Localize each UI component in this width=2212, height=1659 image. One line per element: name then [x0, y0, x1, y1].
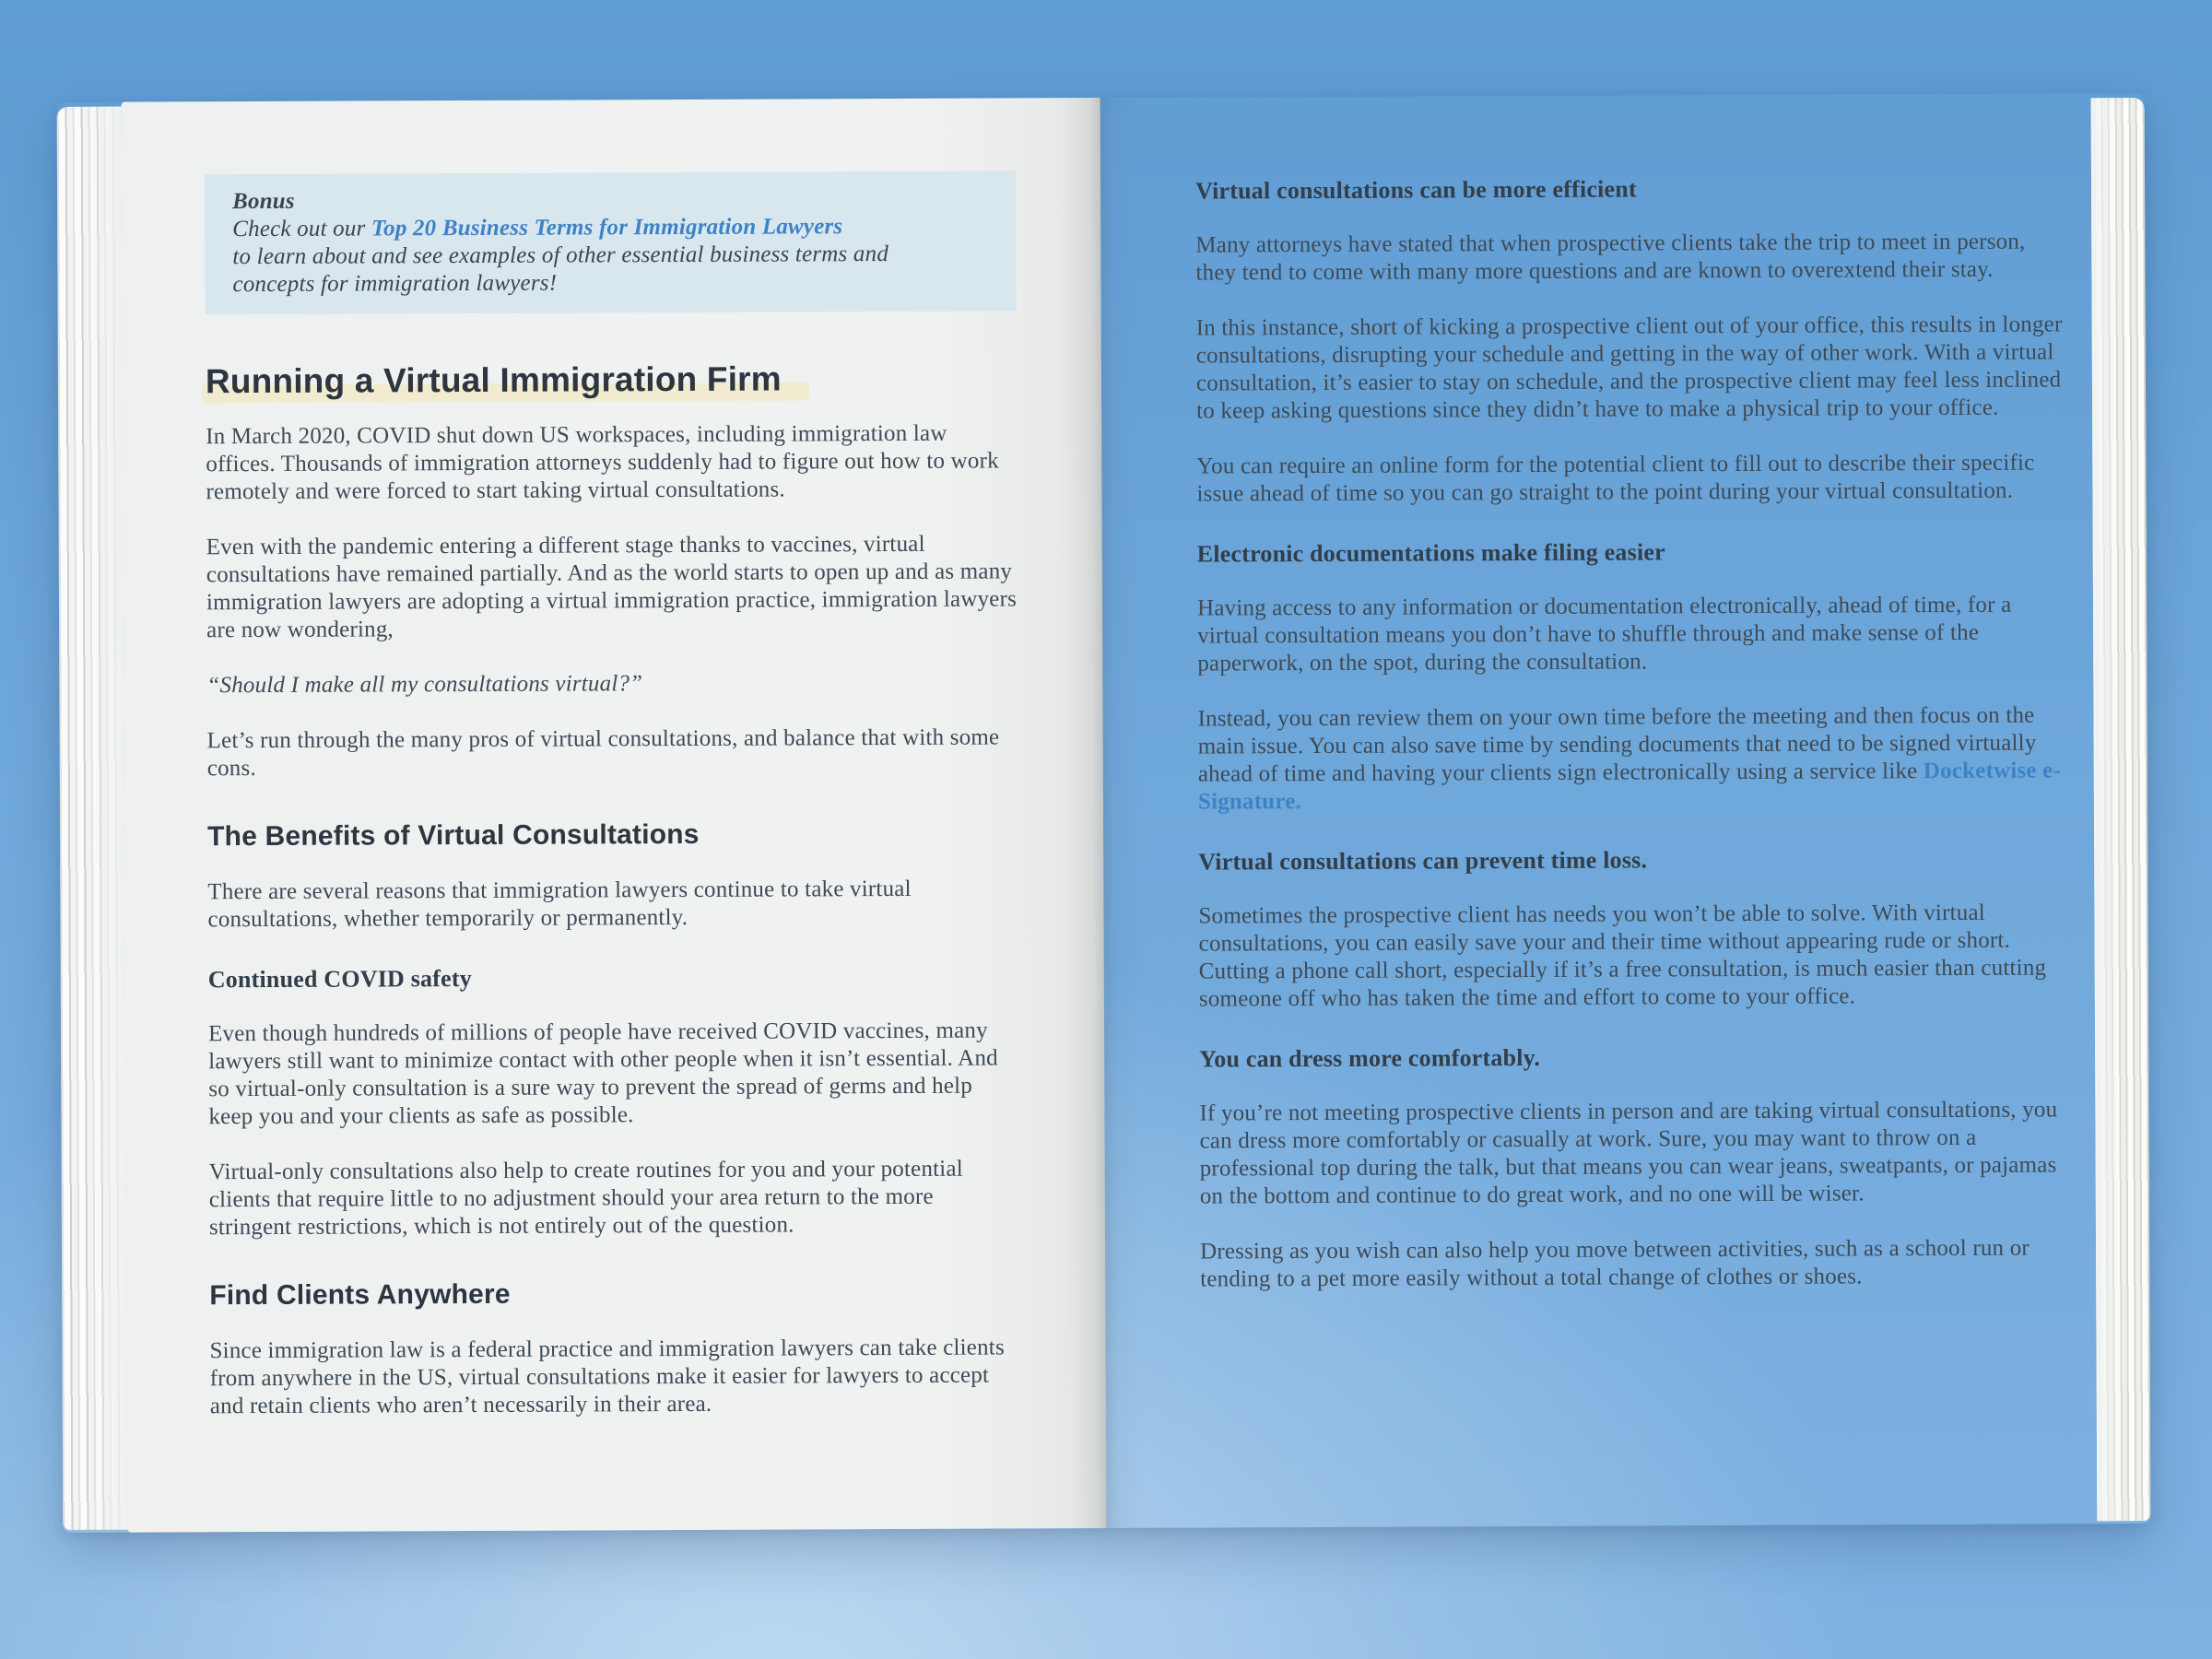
paragraph-dress-1: If you’re not meeting prospective clients in person and are taking virtual consultations, you can dress more comfortably or casually at work. Sure, you may want to throw on a professional top during the talk, but that means you can wear jeans, sweatpants, or pajamas on the bottom and continue to do great work, and no one will be wiser. [1199, 1097, 2058, 1209]
pull-quote: “Should I make all my consultations virtual?” [206, 671, 643, 699]
paragraph-efficient-1: Many attorneys have stated that when prospective clients take the trip to meet in person, they tend to come with many more questions and are known to overextend their stay. [1195, 229, 2026, 286]
subheading-time-loss: Virtual consultations can prevent time loss. [1198, 846, 1648, 876]
bonus-link[interactable]: Top 20 Business Terms for Immigration Lawyers [371, 214, 843, 241]
paragraph-find-clients: Since immigration law is a federal practice and immigration lawyers can take clients from anywhere in the US, virtual consultations make it easier for lawyers to accept and retain clients who aren’t necessarily in their area. [209, 1335, 1005, 1419]
bonus-line-1-text: Check out our [232, 216, 371, 242]
bonus-line-2: to learn about and see examples of other essential business terms and [232, 241, 889, 270]
section-heading-benefits: The Benefits of Virtual Consultations [207, 818, 700, 853]
right-page-content [1195, 93, 2070, 1527]
paragraph-covid-1: Even though hundreds of millions of people have received COVID vaccines, many lawyers still want to minimize contact with other people when it isn’t essential. And so virtual-only consultation is a sure way to prevent the spread of germs and help keep you and your clients as safe as possible. [207, 1018, 998, 1130]
bonus-line-1 [232, 213, 988, 244]
page-title-highlight: Running a Virtual Immigration Firm [202, 359, 809, 404]
paragraph-covid-2: Virtual-only consultations also help to create routines for you and your potential clients that require little to no adjustment should your area return to the more stringent restrictions, which is not entirely out of the question. [208, 1156, 963, 1241]
bonus-title: Bonus [232, 188, 295, 215]
open-book [57, 93, 2151, 1533]
docketwise-esignature-link[interactable]: Docketwise e-Signature. [1197, 758, 2062, 815]
paragraph-dress-2: Dressing as you wish can also help you move between activities, such as a school run or tending to a pet more easily without a total change of clothes or shoes. [1200, 1235, 2030, 1292]
paragraph-edocs-2 [1197, 701, 2066, 816]
page-edges-right [2091, 98, 2151, 1521]
left-page [122, 98, 1107, 1533]
paragraph-intro-1: In March 2020, COVID shut down US workspaces, including immigration law offices. Thousands of immigration attorneys suddenly had to figure out how to work remotely and were forced to start taking virtual consultations. [206, 420, 999, 505]
page-edges-left [57, 107, 128, 1530]
paragraph-efficient-3: You can require an online form for the potential client to fill out to describe their specific issue ahead of time so you can go straight to the point during your virtual consultation. [1196, 450, 2035, 507]
paragraph-efficient-2: In this instance, short of kicking a prospective client out of your office, this results in longer consultations, disrupting your schedule and getting in the way of other work. With a virtual consultation, it’s easier to stay on schedule, and the prospective client may feel less inclined to keep asking questions since they didn’t have to make a physical trip to your office. [1195, 312, 2063, 424]
section-heading-find-clients: Find Clients Anywhere [209, 1278, 511, 1312]
paragraph-intro-3: Let’s run through the many pros of virtual consultations, and balance that with some cons. [206, 724, 1000, 782]
paragraph-edocs-2-text: Instead, you can review them on your own time before the meeting and then focus on the main issue. You can also save time by sending documents that need to be signed virtually ahead of time and having your clients sign electronically using a service like [1197, 702, 2037, 787]
right-page [1100, 93, 2098, 1528]
paragraph-time-loss: Sometimes the prospective client has needs you won’t be able to solve. With virtual consultations, you can easily save your and their time without appearing rude or short. Cutting a phone call short, especially if it’s a free consultation, is much easier than cutting someone off who has taken the time and effort to come to your office. [1198, 900, 2047, 1012]
subheading-electronic-docs: Electronic documentations make filing easier [1196, 538, 1665, 568]
subheading-more-efficient: Virtual consultations can be more efficient [1194, 175, 1637, 205]
subheading-covid-safety: Continued COVID safety [207, 964, 472, 994]
subheading-dress-comfortably: You can dress more comfortably. [1199, 1043, 1541, 1073]
left-page-content [205, 98, 1022, 1532]
bonus-callout [205, 171, 1017, 314]
paragraph-benefits: There are several reasons that immigration lawyers continue to take virtual consultations, whether temporarily or permanently. [207, 876, 912, 933]
paragraph-intro-2: Even with the pandemic entering a different stage thanks to vaccines, virtual consultations have remained partially. And as the world starts to open up and as many immigration lawyers are adopting a virtual immigration practice, immigration lawyers are now wondering, [206, 531, 1018, 643]
paragraph-edocs-1: Having access to any information or documentation electronically, ahead of time, for a virtual consultation means you don’t have to shuffle through and make sense of the paperwork, on the spot, during the consultation. [1196, 592, 2012, 677]
bonus-line-3: concepts for immigration lawyers! [232, 270, 558, 298]
page-title [206, 357, 1017, 403]
